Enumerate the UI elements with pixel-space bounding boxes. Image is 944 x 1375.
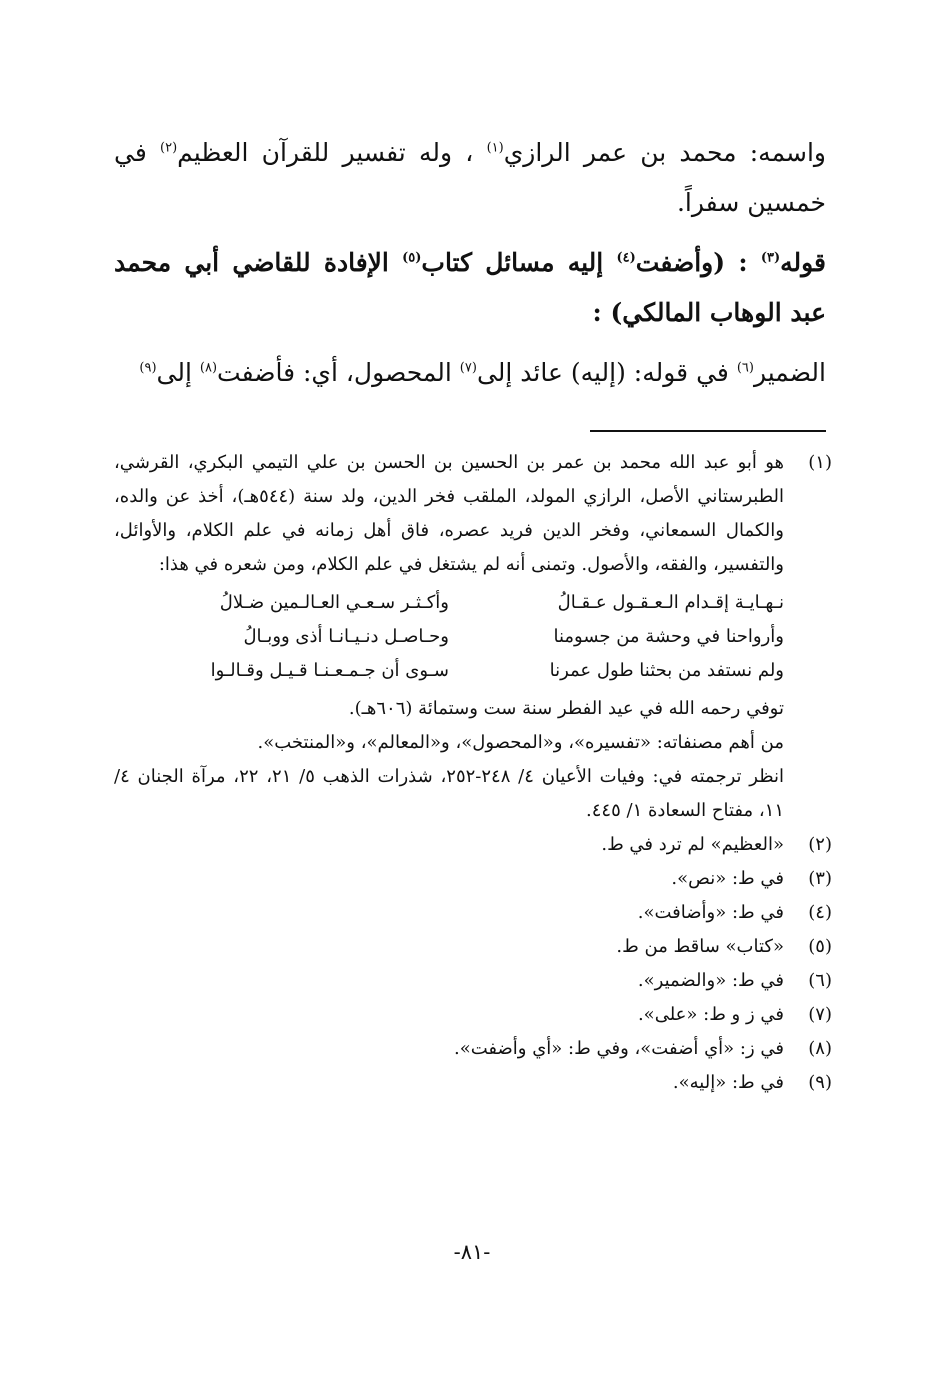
- footnote-text: هو أبو عبد الله محمد بن عمر بن الحسين بن الحسن بن علي التيمي البكري، القرشي، الطبرستاني الأصل، الرازي المولد، الملقب فخر الدين، ولد سنة (٥٤٤هـ)، أخذ عن والده، والكمال السمعاني، وفخر الدين فريد عصره، فاق أهل زمانه في علم الكلام، والأوائل، والتفسير، والفقه، والأصول. وتمنى أنه لم يشتغل في علم الكلام، ومن شعره في هذا:: [114, 452, 784, 575]
- footnote-ref-8[interactable]: (٨): [199, 360, 218, 376]
- footnote-ref-6[interactable]: (٦): [736, 360, 754, 376]
- verse-second-half: وحـاصـل دنـيـانـا أذى ووبـالُ: [243, 626, 449, 647]
- footnote-3: [114, 862, 832, 896]
- footnote-number: (٦): [808, 970, 832, 991]
- verse-second-half: سـوى أن جـمـعـنـا قـيـل وقـالـوا: [210, 660, 449, 681]
- footnote-8: [114, 1032, 832, 1066]
- text-run: قوله: [780, 248, 827, 277]
- poem: [114, 586, 784, 688]
- footnote-ref-9[interactable]: (٩): [139, 360, 157, 376]
- footnote-number: (٩): [808, 1072, 832, 1093]
- verse-first-half: وأرواحنا في وحشة من جسومنا: [553, 626, 784, 647]
- footnote-body: في ط: «وأضافت».: [637, 902, 784, 923]
- footnote-9: [114, 1066, 832, 1100]
- verse-first-half: ولم نستفد من بحثنا طول عمرنا: [549, 660, 784, 681]
- text-run: الضمير: [753, 358, 826, 387]
- footnote-text: من أهم مصنفاته: «تفسيره»، و«المحصول»، و«المعالم»، و«المنتخب».: [257, 732, 784, 753]
- footnote-number: (١): [808, 452, 832, 473]
- footnote-body: في ز: «أي أضفت»، وفي ط: «أي وأضفت».: [453, 1038, 784, 1059]
- poem-verse: [114, 620, 784, 654]
- verse-first-half: نـهـايـة إقـدام الـعـقـول عـقـالُ: [557, 592, 784, 613]
- text-run: في قوله: (إليه) عائد إلى: [476, 358, 737, 387]
- footnote-6: [114, 964, 832, 998]
- verse-second-half: وأكـثـر سـعـي العـالـمين ضـلالُ: [219, 592, 449, 613]
- text-run: إلى: [156, 358, 200, 387]
- footnote-4: [114, 896, 832, 930]
- footnote-ref-1[interactable]: (١): [486, 140, 504, 156]
- footnote-7: [114, 998, 832, 1032]
- footnotes: [114, 446, 832, 1100]
- footnote-number: (٨): [808, 1038, 832, 1059]
- text-run: الإفادة للقاضي أبي محمد عبد الوهاب المالكي) :: [114, 248, 826, 327]
- footnote-divider: [590, 430, 826, 432]
- footnote-body: [114, 446, 784, 828]
- footnote-number: (٣): [808, 868, 832, 889]
- footnote-number: (٤): [808, 902, 832, 923]
- footnote-body: «العظيم» لم ترد في ط.: [601, 834, 784, 855]
- footnote-body: في ط: «والضمير».: [637, 970, 784, 991]
- footnote-number: (٧): [808, 1004, 832, 1025]
- footnote-body: «كتاب» ساقط من ط.: [616, 936, 784, 957]
- poem-verse: [114, 586, 784, 620]
- footnote-body: في ط: «نص».: [671, 868, 784, 889]
- footnote-1: [114, 446, 832, 828]
- footnote-ref-2[interactable]: (٢): [160, 140, 178, 156]
- footnote-body: في ط: «إليه».: [672, 1072, 784, 1093]
- footnote-2: [114, 828, 832, 862]
- text-run: : (وأضفت: [635, 248, 761, 277]
- footnote-text: انظر ترجمته في: وفيات الأعيان ٤/ ٢٤٨-٢٥٢، شذرات الذهب ٥/ ٢١، ٢٢، مرآة الجنان ٤/ ١١، مفتاح السعادة ١/ ٤٤٥.: [114, 766, 784, 821]
- footnote-number: (٥): [808, 936, 832, 957]
- main-text: [114, 128, 826, 398]
- paragraph-2: [114, 238, 826, 338]
- text-run: ، وله تفسير للقرآن العظيم: [177, 138, 487, 167]
- poem-verse: [114, 654, 784, 688]
- text-run: في خمسين سفراً.: [114, 138, 826, 217]
- text-run: المحصول، أي: فأضفت: [217, 358, 460, 387]
- footnote-ref-7[interactable]: (٧): [459, 360, 477, 376]
- footnote-body: في ز و ط: «على».: [637, 1004, 784, 1025]
- footnote-number: (٢): [808, 834, 832, 855]
- paragraph-3: [114, 348, 826, 398]
- page-number: -٨١-: [453, 1240, 491, 1264]
- footnote-ref-3[interactable]: (٣): [760, 250, 781, 266]
- paragraph-1: [114, 128, 826, 228]
- text-run: واسمه: محمد بن عمر الرازي: [503, 138, 826, 167]
- text-run: إليه مسائل كتاب: [421, 248, 617, 277]
- footnote-text: توفي رحمه الله في عيد الفطر سنة ست وستمائة (٦٠٦هـ).: [348, 698, 784, 719]
- footnote-ref-5[interactable]: (٥): [402, 250, 422, 266]
- footnote-ref-4[interactable]: (٤): [616, 250, 636, 266]
- footnote-5: [114, 930, 832, 964]
